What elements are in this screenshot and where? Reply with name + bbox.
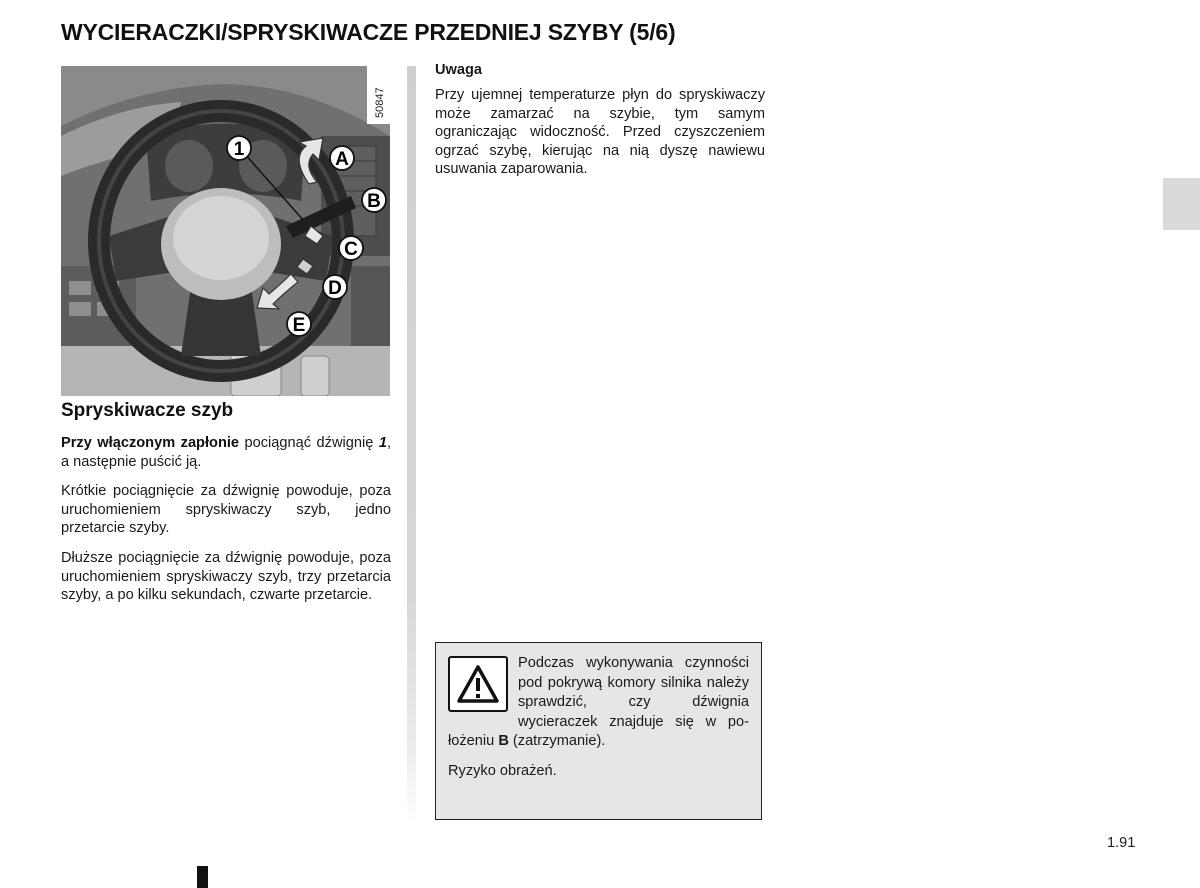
warning-text-b: (zatrzymanie).	[508, 733, 606, 749]
page-title: WYCIERACZKI/SPRYSKIWACZE PRZEDNIEJ SZYBY (5/6)	[61, 19, 676, 45]
ignition-text-b: , a następnie puścić ją.	[61, 435, 391, 470]
callout-b: B	[367, 191, 381, 212]
warning-risk: Ryzyko obrażeń.	[448, 762, 557, 779]
callout-d: D	[328, 278, 342, 299]
left-column	[61, 400, 391, 616]
page-number: 1.91	[1107, 835, 1136, 851]
edge-mark	[197, 866, 208, 888]
ignition-bold: Przy włączonym zapłonie	[61, 435, 240, 451]
note-title: Uwaga	[435, 62, 483, 78]
warning-position-b: B	[498, 733, 509, 749]
callout-1: 1	[233, 139, 245, 160]
steering-wheel-illustration	[61, 66, 390, 396]
figure-code: 50847	[374, 87, 386, 118]
callout-a: A	[335, 149, 349, 170]
right-column	[435, 62, 765, 190]
lever-number: 1	[378, 435, 387, 451]
warning-box	[435, 642, 762, 820]
warning-triangle-icon	[448, 656, 508, 712]
paragraph-short-pull: Krótkie pociągnięcie za dźwignię powoduje, poza uruchomieniem spryskiwaczy szyb, jedno przetarcie szyby.	[61, 483, 391, 537]
callout-c: C	[344, 239, 358, 260]
chapter-tab	[1163, 178, 1200, 230]
note-text: Przy ujemnej temperaturze płyn do spryskiwaczy może zamarzać na szybie, tym samym ograniczając widoczność. Przed czyszczeniem ogrzać szybę, kierując na nią dyszę nawiewu usuwania zaparowania.	[435, 87, 765, 178]
paragraph-long-pull: Dłuższe pociągnięcie za dźwignię powoduje, poza uruchomieniem spryskiwaczy szyb, trzy przetarcia szyby, a po kilku sekundach, czwarte przetarcie.	[61, 549, 391, 604]
warning-text-a: Podczas wykonywania czynności pod pokrywą komory silnika należy sprawdzić, czy dźwignia wycieraczek znajduje się w położeniu	[448, 655, 749, 749]
paragraph-ignition	[61, 434, 391, 471]
callout-e: E	[292, 315, 306, 336]
column-divider	[407, 66, 416, 826]
ignition-text-a: pociągnąć dźwignię	[239, 435, 379, 451]
section-heading: Spryskiwacze szyb	[61, 400, 234, 421]
